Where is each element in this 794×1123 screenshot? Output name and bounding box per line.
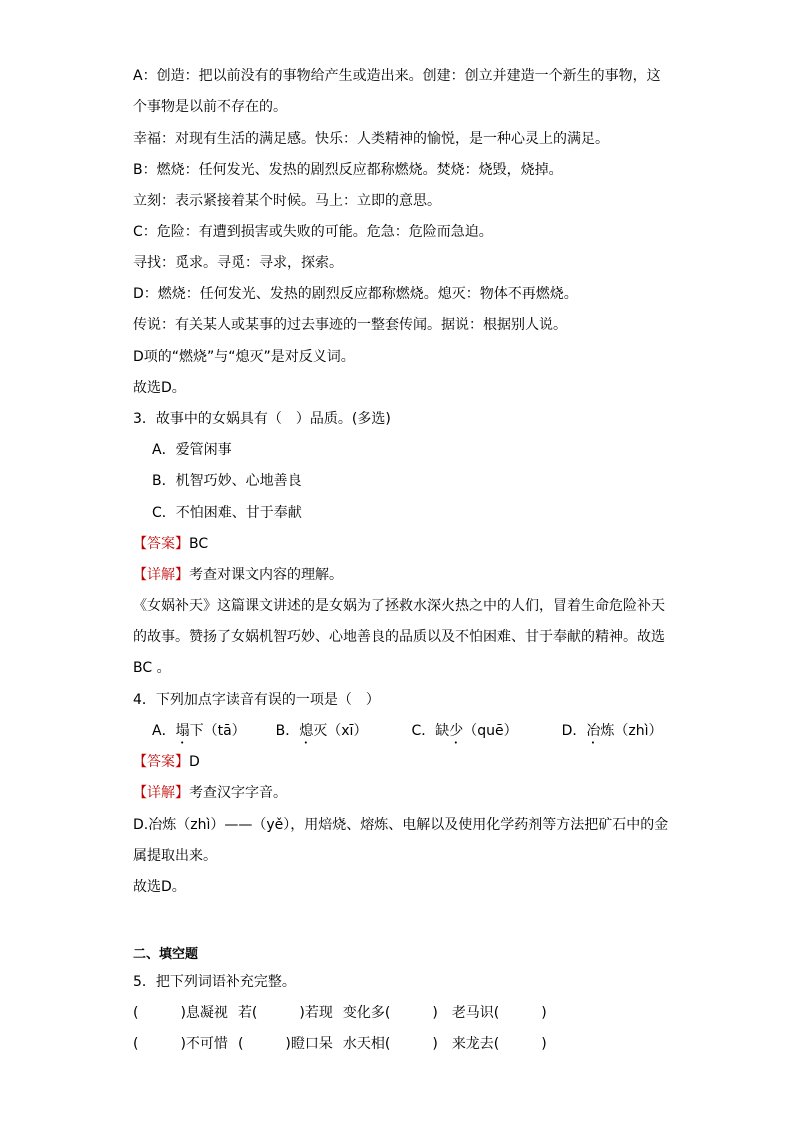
word-item: 变化多( ) [342,1005,438,1021]
explain-line: C：危险：有遭到损害或失败的可能。危急：危险而急迫。 [133,224,493,240]
explain-line: 《女娲补天》这篇课文讲述的是女娲为了拯救水深火热之中的人们，冒着生命危险补天 [133,598,665,614]
option-b: B．机智巧妙、心地善良 [152,473,302,489]
explain-line: 立刻：表示紧接着某个时候。马上：立即的意思。 [133,193,441,209]
word-item: 来龙去( ) [451,1036,547,1052]
options-row [152,721,663,747]
explain-line: D项的“燃烧”与“熄灭”是对反义词。 [133,349,355,365]
detail-text: 考查汉字字音。 [189,785,287,801]
question-stem: 5．把下列词语补充完整。 [133,974,296,990]
detail-line [133,565,343,585]
answer-value: BC [189,536,209,552]
word-row [133,1034,547,1054]
option-c: C．缺少（quē） [411,723,518,739]
word-item: 老马识( ) [451,1005,547,1021]
option-b: B．熄灭（xī） [275,723,368,739]
explain-line: A：创造：把以前没有的事物给产生或造出来。创建：创立并建造一个新生的事物，这 [133,68,661,84]
word-item: ( )不可惜 [133,1036,228,1052]
word-item: ( )瞪口呆 [237,1036,333,1052]
word-item: ( )息凝视 [133,1005,228,1021]
answer-tag: 【答案】 [133,536,189,552]
question-stem: 4．下列加点字读音有误的一项是（ ） [133,692,380,708]
explain-line: 属提取出来。 [133,848,217,864]
explain-line: 故选D。 [133,380,186,396]
detail-tag: 【详解】 [133,785,189,801]
explain-line: 幸福：对现有生活的满足感。快乐：人类精神的愉悦，是一种心灵上的满足。 [133,131,609,147]
explain-line: 故选D。 [133,879,186,895]
explain-line: 传说：有关某人或某事的过去事迹的一整套传闻。据说：根据别人说。 [133,317,567,333]
explain-line: 的故事。赞扬了女娲机智巧妙、心地善良的品质以及不怕困难、甘于奉献的精神。故选 [133,629,665,645]
answer-line [133,752,200,772]
question-stem: 3．故事中的女娲具有（ ）品质。(多选) [133,411,391,427]
option-a: A．爱管闲事 [152,442,232,458]
option-d: D．冶炼（zhì） [561,723,663,739]
option-c: C．不怕困难、甘于奉献 [152,505,302,521]
word-item: 若( )若现 [237,1005,333,1021]
detail-tag: 【详解】 [133,567,189,583]
explain-line: BC 。 [133,660,171,676]
explain-line: 寻找：觅求。寻觅：寻求，探索。 [133,255,343,271]
answer-line [133,534,208,554]
explain-line: D.冶炼（zhì）——（yě），用焙烧、熔炼、电解以及使用化学药剂等方法把矿石中的金 [133,817,669,833]
word-row [133,1003,547,1023]
word-item: 水天相( ) [342,1036,438,1052]
answer-tag: 【答案】 [133,754,189,770]
detail-text: 考查对课文内容的理解。 [189,567,343,583]
explain-line: B：燃烧：任何发光、发热的剧烈反应都称燃烧。焚烧：烧毁，烧掉。 [133,162,563,178]
explain-line: D：燃烧：任何发光、发热的剧烈反应都称燃烧。熄灭：物体不再燃烧。 [133,286,578,302]
section-heading: 二、填空题 [133,947,199,962]
detail-line [133,783,287,803]
answer-value: D [189,754,200,770]
option-a: A．塌下（tā） [152,723,246,739]
explain-line: 个事物是以前不存在的。 [133,99,287,115]
